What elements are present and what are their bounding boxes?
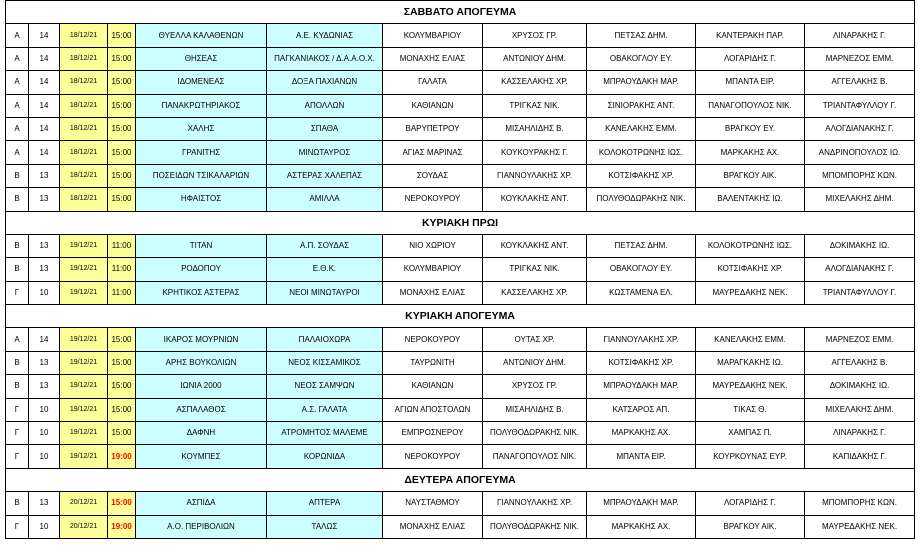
away-team-cell: ΣΠΑΘΑ bbox=[267, 117, 383, 140]
category-cell: Α bbox=[6, 328, 29, 351]
referee-cell: ΧΡΥΣΟΣ ΓΡ. bbox=[483, 24, 587, 47]
time-cell: 15:00 bbox=[108, 375, 136, 398]
round-cell: 10 bbox=[29, 281, 60, 304]
time-cell: 11:00 bbox=[108, 281, 136, 304]
date-cell: 18/12/21 bbox=[60, 94, 108, 117]
assistant-referee-1-cell: ΚΟΤΣΙΦΑΚΗΣ ΧΡ. bbox=[587, 164, 696, 187]
home-team-cell: ΓΡΑΝΙΤΗΣ bbox=[136, 141, 267, 164]
match-row bbox=[6, 281, 915, 304]
match-row bbox=[6, 234, 915, 257]
referee-cell: ΤΡΙΓΚΑΣ ΝΙΚ. bbox=[483, 94, 587, 117]
home-team-cell: ΔΑΦΝΗ bbox=[136, 422, 267, 445]
assistant-referee-1-cell: ΚΟΛΟΚΟΤΡΩΝΗΣ ΙΩΣ. bbox=[587, 141, 696, 164]
away-team-cell: ΝΕΟΣ ΣΑΜΨΩΝ bbox=[267, 375, 383, 398]
assistant-referee-1-cell: ΟΒΑΚΟΓΛΟΥ ΕΥ. bbox=[587, 47, 696, 70]
date-cell: 18/12/21 bbox=[60, 71, 108, 94]
assistant-referee-1-cell: ΠΕΤΣΑΣ ΔΗΜ. bbox=[587, 234, 696, 257]
round-cell: 14 bbox=[29, 24, 60, 47]
referee-cell: ΧΡΥΣΟΣ ΓΡ. bbox=[483, 375, 587, 398]
match-row bbox=[6, 351, 915, 374]
match-row bbox=[6, 422, 915, 445]
assistant-referee-1-cell: ΚΩΣΤΑΜΕΝΑ ΕΛ. bbox=[587, 281, 696, 304]
venue-cell: ΚΑΘΙΑΝΩΝ bbox=[383, 375, 483, 398]
referee-cell: ΜΙΣΑΗΛΙΔΗΣ Β. bbox=[483, 398, 587, 421]
match-row bbox=[6, 117, 915, 140]
away-team-cell: ΝΕΟΣ ΚΙΣΣΑΜΙΚΟΣ bbox=[267, 351, 383, 374]
venue-cell: ΜΟΝΑΧΗΣ ΕΛΙΑΣ bbox=[383, 47, 483, 70]
section-title: ΣΑΒΒΑΤΟ ΑΠΟΓΕΥΜΑ bbox=[6, 1, 915, 24]
referee-cell: ΚΑΣΣΕΛΑΚΗΣ ΧΡ. bbox=[483, 71, 587, 94]
time-cell: 19:00 bbox=[108, 445, 136, 468]
category-cell: Γ bbox=[6, 422, 29, 445]
home-team-cell: ΡΟΔΟΠΟΥ bbox=[136, 258, 267, 281]
date-cell: 18/12/21 bbox=[60, 47, 108, 70]
venue-cell: ΝΑΥΣΤΑΘΜΟΥ bbox=[383, 492, 483, 515]
time-cell: 15:00 bbox=[108, 71, 136, 94]
time-cell: 15:00 bbox=[108, 492, 136, 515]
time-cell: 15:00 bbox=[108, 188, 136, 211]
observer-cell: ΑΛΟΓΔΙΑΝΑΚΗΣ Γ. bbox=[805, 117, 915, 140]
category-cell: Β bbox=[6, 375, 29, 398]
category-cell: Α bbox=[6, 94, 29, 117]
match-row bbox=[6, 164, 915, 187]
date-cell: 18/12/21 bbox=[60, 141, 108, 164]
time-cell: 15:00 bbox=[108, 398, 136, 421]
section-header-row bbox=[6, 1, 915, 24]
venue-cell: ΚΟΛΥΜΒΑΡΙΟΥ bbox=[383, 24, 483, 47]
time-cell: 15:00 bbox=[108, 47, 136, 70]
assistant-referee-2-cell: ΠΑΝΑΓΟΠΟΥΛΟΣ ΝΙΚ. bbox=[696, 94, 805, 117]
assistant-referee-1-cell: ΚΑΤΣΑΡΟΣ ΑΠ. bbox=[587, 398, 696, 421]
observer-cell: ΛΙΝΑΡΑΚΗΣ Γ. bbox=[805, 422, 915, 445]
referee-cell: ΓΙΑΝΝΟΥΛΑΚΗΣ ΧΡ. bbox=[483, 164, 587, 187]
referee-cell: ΠΟΛΥΘΟΔΩΡΑΚΗΣ ΝΙΚ. bbox=[483, 422, 587, 445]
venue-cell: ΚΑΘΙΑΝΩΝ bbox=[383, 94, 483, 117]
time-cell: 11:00 bbox=[108, 234, 136, 257]
section-header-row bbox=[6, 468, 915, 491]
round-cell: 13 bbox=[29, 188, 60, 211]
venue-cell: ΤΑΥΡΩΝΙΤΗ bbox=[383, 351, 483, 374]
referee-cell: ΚΑΣΣΕΛΑΚΗΣ ΧΡ. bbox=[483, 281, 587, 304]
category-cell: Β bbox=[6, 492, 29, 515]
round-cell: 10 bbox=[29, 445, 60, 468]
away-team-cell: Ε.Θ.Κ. bbox=[267, 258, 383, 281]
venue-cell: ΝΕΡΟΚΟΥΡΟΥ bbox=[383, 188, 483, 211]
date-cell: 19/12/21 bbox=[60, 234, 108, 257]
match-row bbox=[6, 188, 915, 211]
time-cell: 15:00 bbox=[108, 328, 136, 351]
home-team-cell: ΑΣΠΙΔΑ bbox=[136, 492, 267, 515]
home-team-cell: ΗΦΑΙΣΤΟΣ bbox=[136, 188, 267, 211]
home-team-cell: ΤΙΤΑΝ bbox=[136, 234, 267, 257]
assistant-referee-2-cell: ΒΡΑΓΚΟΥ ΑΙΚ. bbox=[696, 515, 805, 538]
referee-cell: ΑΝΤΩΝΙΟΥ ΔΗΜ. bbox=[483, 351, 587, 374]
away-team-cell: ΔΟΞΑ ΠΑΧΙΑΝΩΝ bbox=[267, 71, 383, 94]
section-title: ΔΕΥΤΕΡΑ ΑΠΟΓΕΥΜΑ bbox=[6, 468, 915, 491]
assistant-referee-2-cell: ΚΟΤΣΙΦΑΚΗΣ ΧΡ. bbox=[696, 258, 805, 281]
referee-cell: ΠΑΝΑΓΟΠΟΥΛΟΣ ΝΙΚ. bbox=[483, 445, 587, 468]
venue-cell: ΓΑΛΑΤΑ bbox=[383, 71, 483, 94]
observer-cell: ΔΟΚΙΜΑΚΗΣ ΙΩ. bbox=[805, 234, 915, 257]
round-cell: 14 bbox=[29, 47, 60, 70]
section-title: ΚΥΡΙΑΚΗ ΑΠΟΓΕΥΜΑ bbox=[6, 305, 915, 328]
home-team-cell: ΙΩΝΙΑ 2000 bbox=[136, 375, 267, 398]
date-cell: 20/12/21 bbox=[60, 492, 108, 515]
section-header-row bbox=[6, 305, 915, 328]
assistant-referee-1-cell: ΜΠΡΑΟΥΔΑΚΗ ΜΑΡ. bbox=[587, 492, 696, 515]
time-cell: 15:00 bbox=[108, 422, 136, 445]
category-cell: Β bbox=[6, 188, 29, 211]
category-cell: Γ bbox=[6, 515, 29, 538]
home-team-cell: ΠΑΝΑΚΡΩΤΗΡΙΑΚΟΣ bbox=[136, 94, 267, 117]
match-row bbox=[6, 47, 915, 70]
category-cell: Α bbox=[6, 117, 29, 140]
referee-cell: ΤΡΙΓΚΑΣ ΝΙΚ. bbox=[483, 258, 587, 281]
observer-cell: ΜΠΟΜΠΟΡΗΣ ΚΩΝ. bbox=[805, 164, 915, 187]
home-team-cell: ΚΡΗΤΙΚΟΣ ΑΣΤΕΡΑΣ bbox=[136, 281, 267, 304]
date-cell: 19/12/21 bbox=[60, 422, 108, 445]
referee-cell: ΚΟΥΚΟΥΡΑΚΗΣ Γ. bbox=[483, 141, 587, 164]
round-cell: 13 bbox=[29, 492, 60, 515]
time-cell: 19:00 bbox=[108, 515, 136, 538]
assistant-referee-1-cell: ΜΠΡΑΟΥΔΑΚΗ ΜΑΡ. bbox=[587, 375, 696, 398]
category-cell: Γ bbox=[6, 445, 29, 468]
category-cell: Γ bbox=[6, 398, 29, 421]
time-cell: 11:00 bbox=[108, 258, 136, 281]
assistant-referee-2-cell: ΜΑΥΡΕΔΑΚΗΣ ΝΕΚ. bbox=[696, 281, 805, 304]
time-cell: 15:00 bbox=[108, 117, 136, 140]
date-cell: 19/12/21 bbox=[60, 328, 108, 351]
observer-cell: ΑΓΓΕΛΑΚΗΣ Β. bbox=[805, 351, 915, 374]
schedule-sheet bbox=[5, 0, 914, 539]
assistant-referee-2-cell: ΜΑΥΡΕΔΑΚΗΣ ΝΕΚ. bbox=[696, 375, 805, 398]
round-cell: 10 bbox=[29, 398, 60, 421]
venue-cell: ΑΓΙΩΝ ΑΠΟΣΤΟΛΩΝ bbox=[383, 398, 483, 421]
venue-cell: ΒΑΡΥΠΕΤΡΟΥ bbox=[383, 117, 483, 140]
observer-cell: ΤΡΙΑΝΤΑΦΥΛΛΟΥ Γ. bbox=[805, 94, 915, 117]
match-row bbox=[6, 24, 915, 47]
venue-cell: ΑΓΙΑΣ ΜΑΡΙΝΑΣ bbox=[383, 141, 483, 164]
away-team-cell: ΜΙΝΩΤΑΥΡΟΣ bbox=[267, 141, 383, 164]
round-cell: 10 bbox=[29, 515, 60, 538]
assistant-referee-1-cell: ΠΟΛΥΘΟΔΩΡΑΚΗΣ ΝΙΚ. bbox=[587, 188, 696, 211]
category-cell: Α bbox=[6, 47, 29, 70]
category-cell: Γ bbox=[6, 281, 29, 304]
date-cell: 19/12/21 bbox=[60, 445, 108, 468]
schedule-table bbox=[5, 0, 915, 539]
away-team-cell: ΠΑΛΑΙΟΧΩΡΑ bbox=[267, 328, 383, 351]
venue-cell: ΝΙΟ ΧΩΡΙΟΥ bbox=[383, 234, 483, 257]
observer-cell: ΔΟΚΙΜΑΚΗΣ ΙΩ. bbox=[805, 375, 915, 398]
assistant-referee-2-cell: ΒΑΛΕΝΤΑΚΗΣ ΙΩ. bbox=[696, 188, 805, 211]
observer-cell: ΜΑΡΝΕΖΟΣ ΕΜΜ. bbox=[805, 47, 915, 70]
match-row bbox=[6, 328, 915, 351]
venue-cell: ΝΕΡΟΚΟΥΡΟΥ bbox=[383, 328, 483, 351]
away-team-cell: ΑΜΙΛΛΑ bbox=[267, 188, 383, 211]
observer-cell: ΜΑΡΝΕΖΟΣ ΕΜΜ. bbox=[805, 328, 915, 351]
home-team-cell: ΘΥΕΛΛΑ ΚΑΛΑΘΕΝΩΝ bbox=[136, 24, 267, 47]
match-row bbox=[6, 258, 915, 281]
match-row bbox=[6, 398, 915, 421]
assistant-referee-1-cell: ΚΑΝΕΛΑΚΗΣ ΕΜΜ. bbox=[587, 117, 696, 140]
observer-cell: ΑΛΟΓΔΙΑΝΑΚΗΣ Γ. bbox=[805, 258, 915, 281]
home-team-cell: ΙΚΑΡΟΣ ΜΟΥΡΝΙΩΝ bbox=[136, 328, 267, 351]
assistant-referee-2-cell: ΛΟΓΑΡΙΔΗΣ Γ. bbox=[696, 47, 805, 70]
round-cell: 13 bbox=[29, 258, 60, 281]
assistant-referee-1-cell: ΟΒΑΚΟΓΛΟΥ ΕΥ. bbox=[587, 258, 696, 281]
away-team-cell: Α.Π. ΣΟΥΔΑΣ bbox=[267, 234, 383, 257]
round-cell: 13 bbox=[29, 375, 60, 398]
venue-cell: ΚΟΛΥΜΒΑΡΙΟΥ bbox=[383, 258, 483, 281]
round-cell: 13 bbox=[29, 164, 60, 187]
away-team-cell: ΑΣΤΕΡΑΣ ΧΑΛΕΠΑΣ bbox=[267, 164, 383, 187]
home-team-cell: ΧΑΛΗΣ bbox=[136, 117, 267, 140]
category-cell: Α bbox=[6, 141, 29, 164]
category-cell: Β bbox=[6, 351, 29, 374]
date-cell: 19/12/21 bbox=[60, 398, 108, 421]
away-team-cell: ΑΠΤΕΡΑ bbox=[267, 492, 383, 515]
date-cell: 19/12/21 bbox=[60, 281, 108, 304]
date-cell: 18/12/21 bbox=[60, 117, 108, 140]
assistant-referee-2-cell: ΒΡΑΓΚΟΥ ΕΥ. bbox=[696, 117, 805, 140]
assistant-referee-1-cell: ΠΕΤΣΑΣ ΔΗΜ. bbox=[587, 24, 696, 47]
date-cell: 19/12/21 bbox=[60, 375, 108, 398]
date-cell: 18/12/21 bbox=[60, 24, 108, 47]
date-cell: 18/12/21 bbox=[60, 164, 108, 187]
time-cell: 15:00 bbox=[108, 351, 136, 374]
away-team-cell: Α.Σ. ΓΑΛΑΤΑ bbox=[267, 398, 383, 421]
away-team-cell: ΝΕΟΙ ΜΙΝΩΤΑΥΡΟΙ bbox=[267, 281, 383, 304]
category-cell: Β bbox=[6, 234, 29, 257]
referee-cell: ΚΟΥΚΛΑΚΗΣ ΑΝΤ. bbox=[483, 188, 587, 211]
time-cell: 15:00 bbox=[108, 164, 136, 187]
away-team-cell: Α.Ε. ΚΥΔΩΝΙΑΣ bbox=[267, 24, 383, 47]
assistant-referee-1-cell: ΜΑΡΚΑΚΗΣ ΑΧ. bbox=[587, 422, 696, 445]
observer-cell: ΤΡΙΑΝΤΑΦΥΛΛΟΥ Γ. bbox=[805, 281, 915, 304]
schedule-body bbox=[6, 1, 915, 539]
date-cell: 19/12/21 bbox=[60, 258, 108, 281]
observer-cell: ΑΓΓΕΛΑΚΗΣ Β. bbox=[805, 71, 915, 94]
round-cell: 10 bbox=[29, 422, 60, 445]
observer-cell: ΚΑΠΙΔΑΚΗΣ Γ. bbox=[805, 445, 915, 468]
assistant-referee-2-cell: ΚΟΥΡΚΟΥΝΑΣ ΕΥΡ. bbox=[696, 445, 805, 468]
round-cell: 14 bbox=[29, 141, 60, 164]
referee-cell: ΠΟΛΥΘΟΔΩΡΑΚΗΣ ΝΙΚ. bbox=[483, 515, 587, 538]
date-cell: 18/12/21 bbox=[60, 188, 108, 211]
venue-cell: ΣΟΥΔΑΣ bbox=[383, 164, 483, 187]
match-row bbox=[6, 94, 915, 117]
assistant-referee-2-cell: ΜΑΡΚΑΚΗΣ ΑΧ. bbox=[696, 141, 805, 164]
time-cell: 15:00 bbox=[108, 24, 136, 47]
home-team-cell: ΠΟΣΕΙΔΩΝ ΤΣΙΚΑΛΑΡΙΩΝ bbox=[136, 164, 267, 187]
referee-cell: ΟΥΤΑΣ ΧΡ. bbox=[483, 328, 587, 351]
observer-cell: ΜΑΥΡΕΔΑΚΗΣ ΝΕΚ. bbox=[805, 515, 915, 538]
home-team-cell: ΑΣΠΑΛΑΘΟΣ bbox=[136, 398, 267, 421]
away-team-cell: ΚΟΡΩΝΙΔΑ bbox=[267, 445, 383, 468]
away-team-cell: ΑΤΡΟΜΗΤΟΣ ΜΑΛΕΜΕ bbox=[267, 422, 383, 445]
assistant-referee-1-cell: ΜΠΡΑΟΥΔΑΚΗ ΜΑΡ. bbox=[587, 71, 696, 94]
venue-cell: ΝΕΡΟΚΟΥΡΟΥ bbox=[383, 445, 483, 468]
assistant-referee-2-cell: ΧΑΜΠΑΣ Π. bbox=[696, 422, 805, 445]
observer-cell: ΛΙΝΑΡΑΚΗΣ Γ. bbox=[805, 24, 915, 47]
assistant-referee-1-cell: ΓΙΑΝΝΟΥΛΑΚΗΣ ΧΡ. bbox=[587, 328, 696, 351]
category-cell: Α bbox=[6, 71, 29, 94]
match-row bbox=[6, 445, 915, 468]
away-team-cell: ΑΠΟΛΛΩΝ bbox=[267, 94, 383, 117]
round-cell: 14 bbox=[29, 328, 60, 351]
section-title: ΚΥΡΙΑΚΗ ΠΡΩΙ bbox=[6, 211, 915, 234]
assistant-referee-2-cell: ΒΡΑΓΚΟΥ ΑΙΚ. bbox=[696, 164, 805, 187]
home-team-cell: ΑΡΗΣ ΒΟΥΚΟΛΙΩΝ bbox=[136, 351, 267, 374]
away-team-cell: ΤΑΛΩΣ bbox=[267, 515, 383, 538]
away-team-cell: ΠΑΓΚΑΝΙΑΚΟΣ / Δ.Α.Α.Ο.Χ. bbox=[267, 47, 383, 70]
time-cell: 15:00 bbox=[108, 141, 136, 164]
round-cell: 14 bbox=[29, 94, 60, 117]
assistant-referee-2-cell: ΚΟΛΟΚΟΤΡΩΝΗΣ ΙΩΣ. bbox=[696, 234, 805, 257]
assistant-referee-1-cell: ΜΠΑΝΤΑ ΕΙΡ. bbox=[587, 445, 696, 468]
assistant-referee-1-cell: ΜΑΡΚΑΚΗΣ ΑΧ. bbox=[587, 515, 696, 538]
match-row bbox=[6, 71, 915, 94]
assistant-referee-2-cell: ΚΑΝΕΛΑΚΗΣ ΕΜΜ. bbox=[696, 328, 805, 351]
assistant-referee-1-cell: ΣΙΝΙΟΡΑΚΗΣ ΑΝΤ. bbox=[587, 94, 696, 117]
venue-cell: ΕΜΠΡΟΣΝΕΡΟΥ bbox=[383, 422, 483, 445]
category-cell: Β bbox=[6, 258, 29, 281]
referee-cell: ΜΙΣΑΗΛΙΔΗΣ Β. bbox=[483, 117, 587, 140]
venue-cell: ΜΟΝΑΧΗΣ ΕΛΙΑΣ bbox=[383, 281, 483, 304]
category-cell: Α bbox=[6, 24, 29, 47]
date-cell: 19/12/21 bbox=[60, 351, 108, 374]
home-team-cell: Α.Ο. ΠΕΡΙΒΟΛΙΩΝ bbox=[136, 515, 267, 538]
match-row bbox=[6, 141, 915, 164]
referee-cell: ΑΝΤΩΝΙΟΥ ΔΗΜ. bbox=[483, 47, 587, 70]
venue-cell: ΜΟΝΑΧΗΣ ΕΛΙΑΣ bbox=[383, 515, 483, 538]
category-cell: Β bbox=[6, 164, 29, 187]
assistant-referee-2-cell: ΚΑΝΤΕΡΑΚΗ ΠΑΡ. bbox=[696, 24, 805, 47]
assistant-referee-2-cell: ΤΙΚΑΣ Θ. bbox=[696, 398, 805, 421]
assistant-referee-2-cell: ΜΑΡΑΓΚΑΚΗΣ ΙΩ. bbox=[696, 351, 805, 374]
home-team-cell: ΚΟΥΜΠΕΣ bbox=[136, 445, 267, 468]
observer-cell: ΜΠΟΜΠΟΡΗΣ ΚΩΝ. bbox=[805, 492, 915, 515]
home-team-cell: ΙΔΟΜΕΝΕΑΣ bbox=[136, 71, 267, 94]
match-row bbox=[6, 492, 915, 515]
time-cell: 15:00 bbox=[108, 94, 136, 117]
round-cell: 14 bbox=[29, 117, 60, 140]
round-cell: 14 bbox=[29, 71, 60, 94]
assistant-referee-1-cell: ΚΟΤΣΙΦΑΚΗΣ ΧΡ. bbox=[587, 351, 696, 374]
observer-cell: ΑΝΔΡΙΝΟΠΟΥΛΟΣ ΙΩ. bbox=[805, 141, 915, 164]
date-cell: 20/12/21 bbox=[60, 515, 108, 538]
referee-cell: ΚΟΥΚΛΑΚΗΣ ΑΝΤ. bbox=[483, 234, 587, 257]
match-row bbox=[6, 375, 915, 398]
observer-cell: ΜΙΧΕΛΑΚΗΣ ΔΗΜ. bbox=[805, 398, 915, 421]
match-row bbox=[6, 515, 915, 538]
round-cell: 13 bbox=[29, 234, 60, 257]
assistant-referee-2-cell: ΜΠΑΝΤΑ ΕΙΡ. bbox=[696, 71, 805, 94]
observer-cell: ΜΙΧΕΛΑΚΗΣ ΔΗΜ. bbox=[805, 188, 915, 211]
assistant-referee-2-cell: ΛΟΓΑΡΙΔΗΣ Γ. bbox=[696, 492, 805, 515]
home-team-cell: ΘΗΣΕΑΣ bbox=[136, 47, 267, 70]
section-header-row bbox=[6, 211, 915, 234]
referee-cell: ΓΙΑΝΝΟΥΛΑΚΗΣ ΧΡ. bbox=[483, 492, 587, 515]
round-cell: 13 bbox=[29, 351, 60, 374]
